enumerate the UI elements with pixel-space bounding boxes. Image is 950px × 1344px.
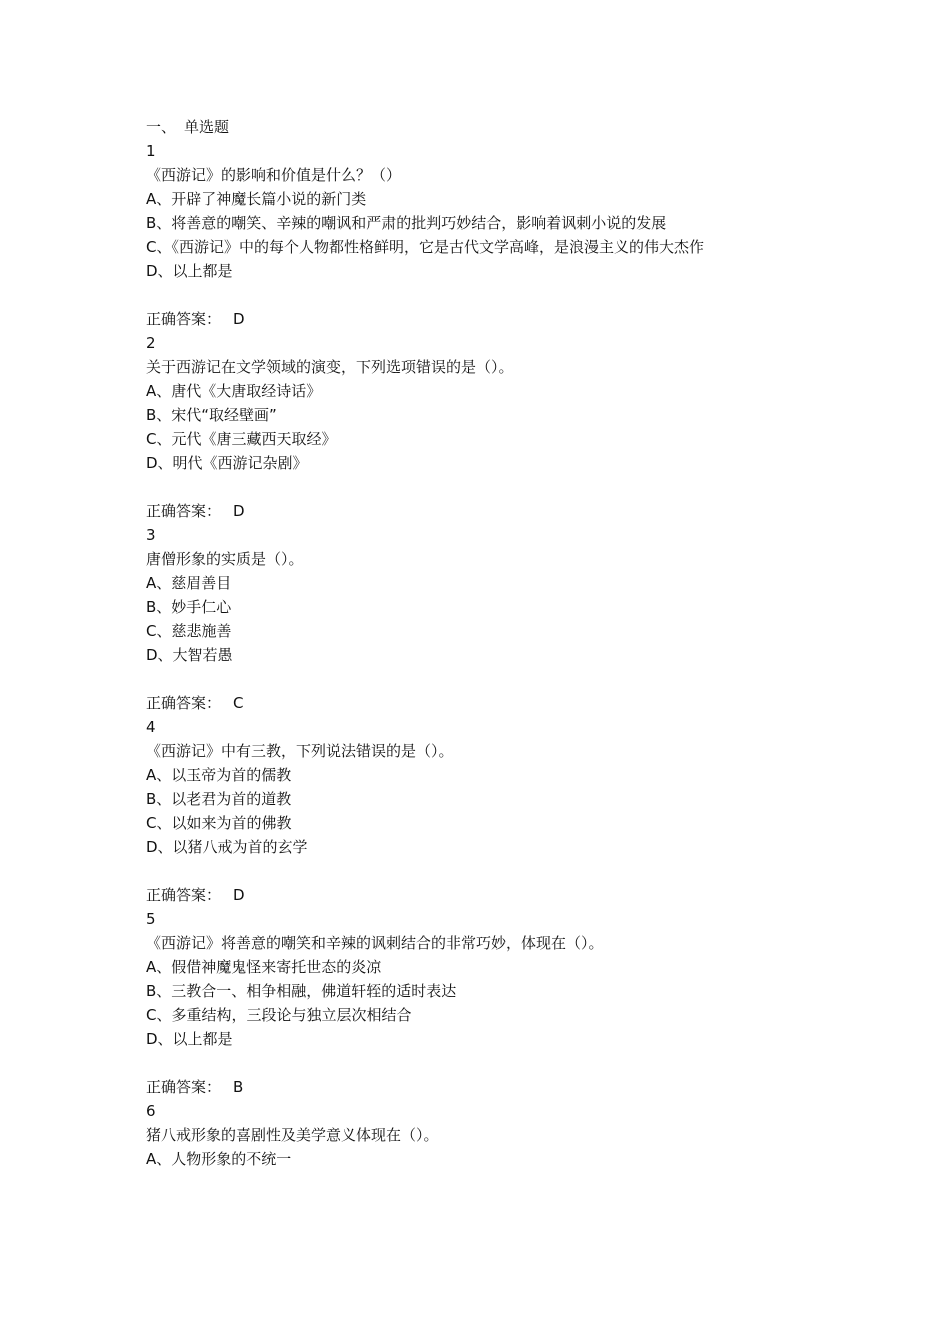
question-block (146, 523, 906, 715)
correct-answer (146, 691, 906, 715)
option: A、慈眉善目 (146, 574, 232, 592)
question-number: 2 (146, 334, 156, 352)
option: C、多重结构，三段论与独立层次相结合 (146, 1006, 412, 1024)
option: D、以猪八戒为首的玄学 (146, 838, 308, 856)
answer-label: 正确答案： (146, 886, 222, 904)
correct-answer (146, 499, 906, 523)
answer-label: 正确答案： (146, 1078, 222, 1096)
option: B、宋代“取经壁画” (146, 406, 277, 424)
question-stem: 《西游记》中有三教，下列说法错误的是（）。 (146, 742, 454, 760)
option: B、妙手仁心 (146, 598, 232, 616)
correct-answer (146, 1075, 906, 1099)
option: A、唐代《大唐取经诗话》 (146, 382, 322, 400)
question-block (146, 1099, 906, 1171)
section-title: 单选题 (184, 118, 230, 136)
correct-answer (146, 883, 906, 907)
question-stem: 《西游记》的影响和价值是什么？（） (146, 166, 402, 184)
option: C、慈悲施善 (146, 622, 232, 640)
section-heading (146, 115, 906, 139)
answer-value: C (233, 694, 244, 712)
question-stem: 关于西游记在文学领域的演变，下列选项错误的是（）。 (146, 358, 514, 376)
option: D、明代《西游记杂剧》 (146, 454, 308, 472)
answer-value: B (233, 1078, 244, 1096)
option: B、以老君为首的道教 (146, 790, 292, 808)
option: C、元代《唐三藏西天取经》 (146, 430, 337, 448)
question-block (146, 907, 906, 1099)
option: D、以上都是 (146, 262, 233, 280)
question-stem: 《西游记》将善意的嘲笑和辛辣的讽刺结合的非常巧妙，体现在（）。 (146, 934, 604, 952)
option: A、以玉帝为首的儒教 (146, 766, 292, 784)
document-page (146, 115, 906, 1171)
question-number: 6 (146, 1102, 156, 1120)
question-block (146, 139, 906, 331)
option: A、人物形象的不统一 (146, 1150, 292, 1168)
question-stem: 唐僧形象的实质是（）。 (146, 550, 304, 568)
spacer (146, 475, 906, 499)
question-block (146, 715, 906, 907)
option: C、《西游记》中的每个人物都性格鲜明，它是古代文学高峰，是浪漫主义的伟大杰作 (146, 238, 704, 256)
spacer (146, 1051, 906, 1075)
question-number: 4 (146, 718, 156, 736)
option: B、三教合一、相争相融，佛道轩轾的适时表达 (146, 982, 457, 1000)
spacer (146, 859, 906, 883)
section-number: 一、 (146, 118, 177, 136)
answer-value: D (233, 502, 245, 520)
option: D、以上都是 (146, 1030, 233, 1048)
question-block (146, 331, 906, 523)
option: A、假借神魔鬼怪来寄托世态的炎凉 (146, 958, 382, 976)
question-number: 3 (146, 526, 156, 544)
correct-answer (146, 307, 906, 331)
answer-label: 正确答案： (146, 502, 222, 520)
spacer (146, 667, 906, 691)
question-number: 5 (146, 910, 156, 928)
question-number: 1 (146, 142, 156, 160)
answer-label: 正确答案： (146, 694, 222, 712)
answer-value: D (233, 886, 245, 904)
option: C、以如来为首的佛教 (146, 814, 292, 832)
spacer (146, 283, 906, 307)
option: D、大智若愚 (146, 646, 233, 664)
option: B、将善意的嘲笑、辛辣的嘲讽和严肃的批判巧妙结合，影响着讽刺小说的发展 (146, 214, 667, 232)
answer-label: 正确答案： (146, 310, 222, 328)
option: A、开辟了神魔长篇小说的新门类 (146, 190, 367, 208)
question-stem: 猪八戒形象的喜剧性及美学意义体现在（）。 (146, 1126, 439, 1144)
answer-value: D (233, 310, 245, 328)
